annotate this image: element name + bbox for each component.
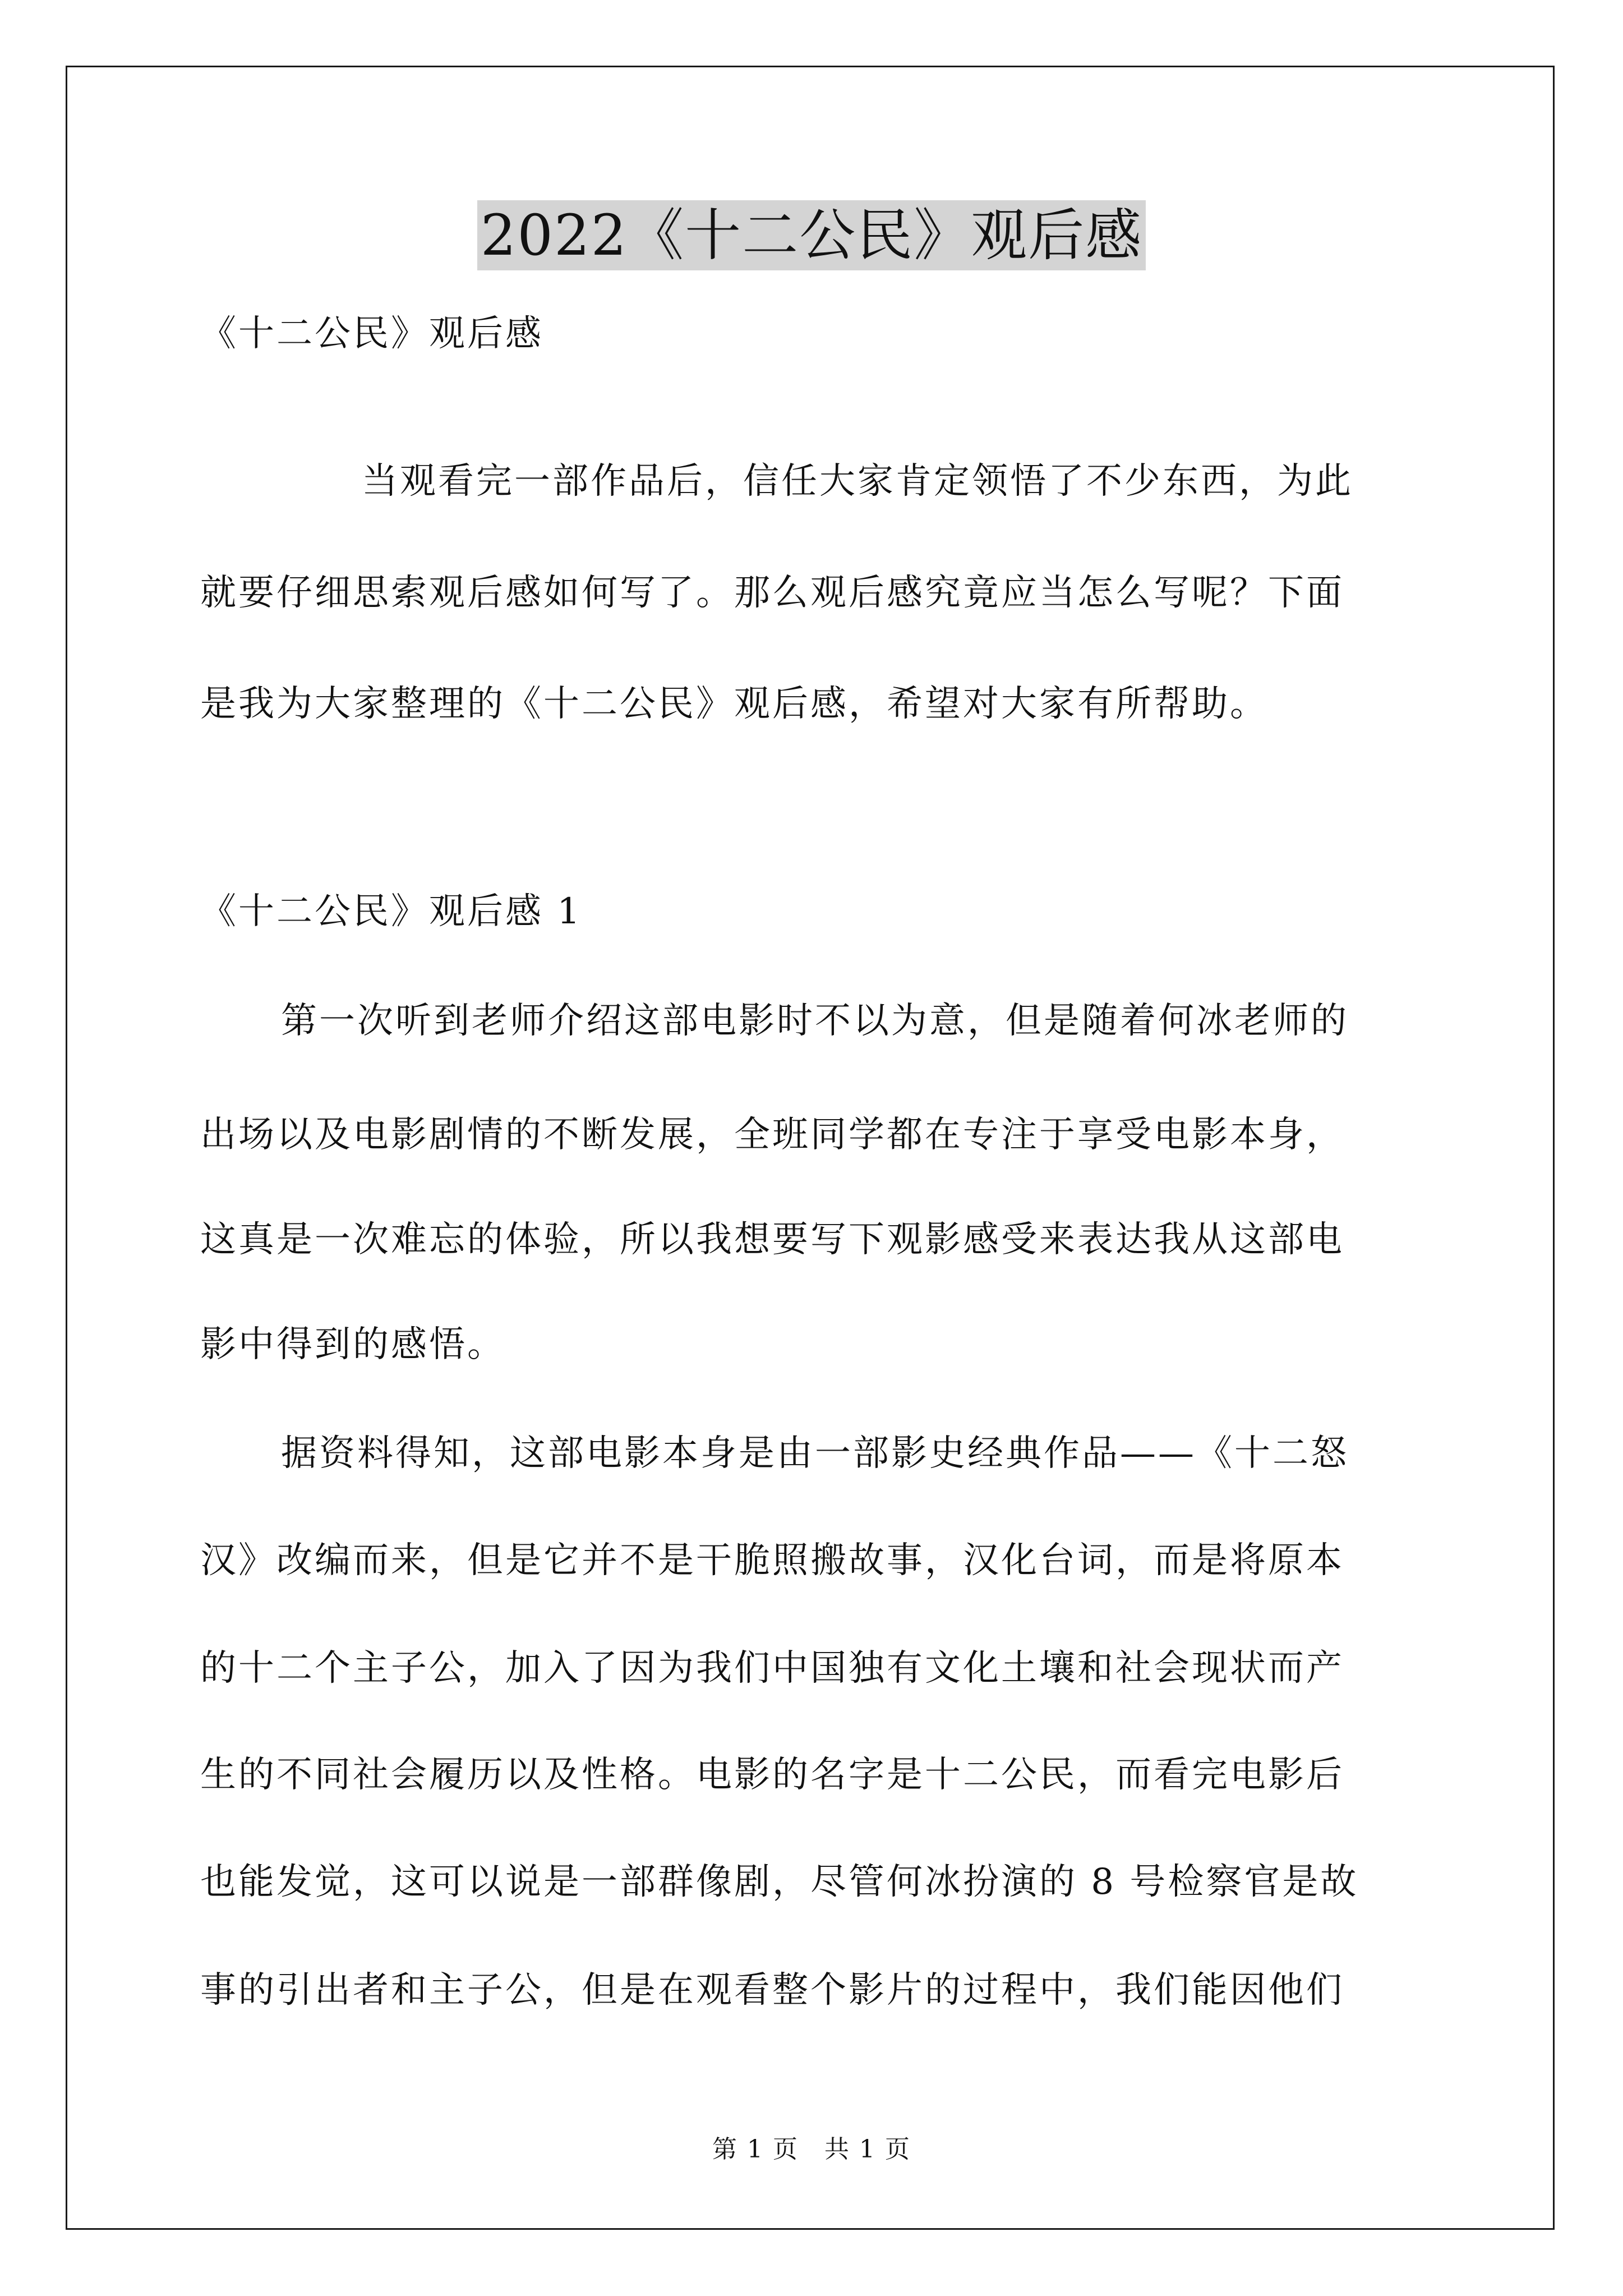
intro-line-3: 是我为大家整理的《十二公民》观后感，希望对大家有所帮助。 (200, 683, 1268, 725)
intro-line-1: 当观看完一部作品后，信任大家肯定领悟了不少东西，为此 (362, 461, 1353, 502)
para2-line-3: 的十二个主子公，加入了因为我们中国独有文化土壤和社会现状而产 (200, 1648, 1344, 1689)
document-title-text: 2022《十二公民》观后感 (477, 200, 1146, 270)
para1-line-1: 第一次听到老师介绍这部电影时不以为意，但是随着何冰老师的 (281, 1000, 1349, 1042)
para2-line-4: 生的不同社会履历以及性格。电影的名字是十二公民，而看完电影后 (200, 1754, 1344, 1796)
para1-line-3: 这真是一次难忘的体验，所以我想要写下观影感受来表达我从这部电 (200, 1219, 1344, 1260)
page-footer: 第 1 页 共 1 页 (712, 2135, 911, 2164)
document-title (0, 196, 1623, 275)
para1-line-2: 出场以及电影剧情的不断发展，全班同学都在专注于享受电影本身， (200, 1114, 1344, 1156)
subtitle: 《十二公民》观后感 (200, 313, 543, 355)
para2-line-2: 汉》改编而来，但是它并不是干脆照搬故事，汉化台词，而是将原本 (200, 1540, 1344, 1581)
para2-line-5: 也能发觉，这可以说是一部群像剧，尽管何冰扮演的 8 号检察官是故 (200, 1861, 1359, 1903)
para2-line-1: 据资料得知，这部电影本身是由一部影史经典作品——《十二怒 (281, 1433, 1349, 1474)
intro-line-2: 就要仔细思索观后感如何写了。那么观后感究竟应当怎么写呢？下面 (200, 572, 1344, 614)
para1-line-4: 影中得到的感悟。 (200, 1324, 505, 1365)
para2-line-6: 事的引出者和主子公，但是在观看整个影片的过程中，我们能因他们 (200, 1970, 1344, 2011)
section-heading: 《十二公民》观后感 1 (200, 891, 583, 932)
